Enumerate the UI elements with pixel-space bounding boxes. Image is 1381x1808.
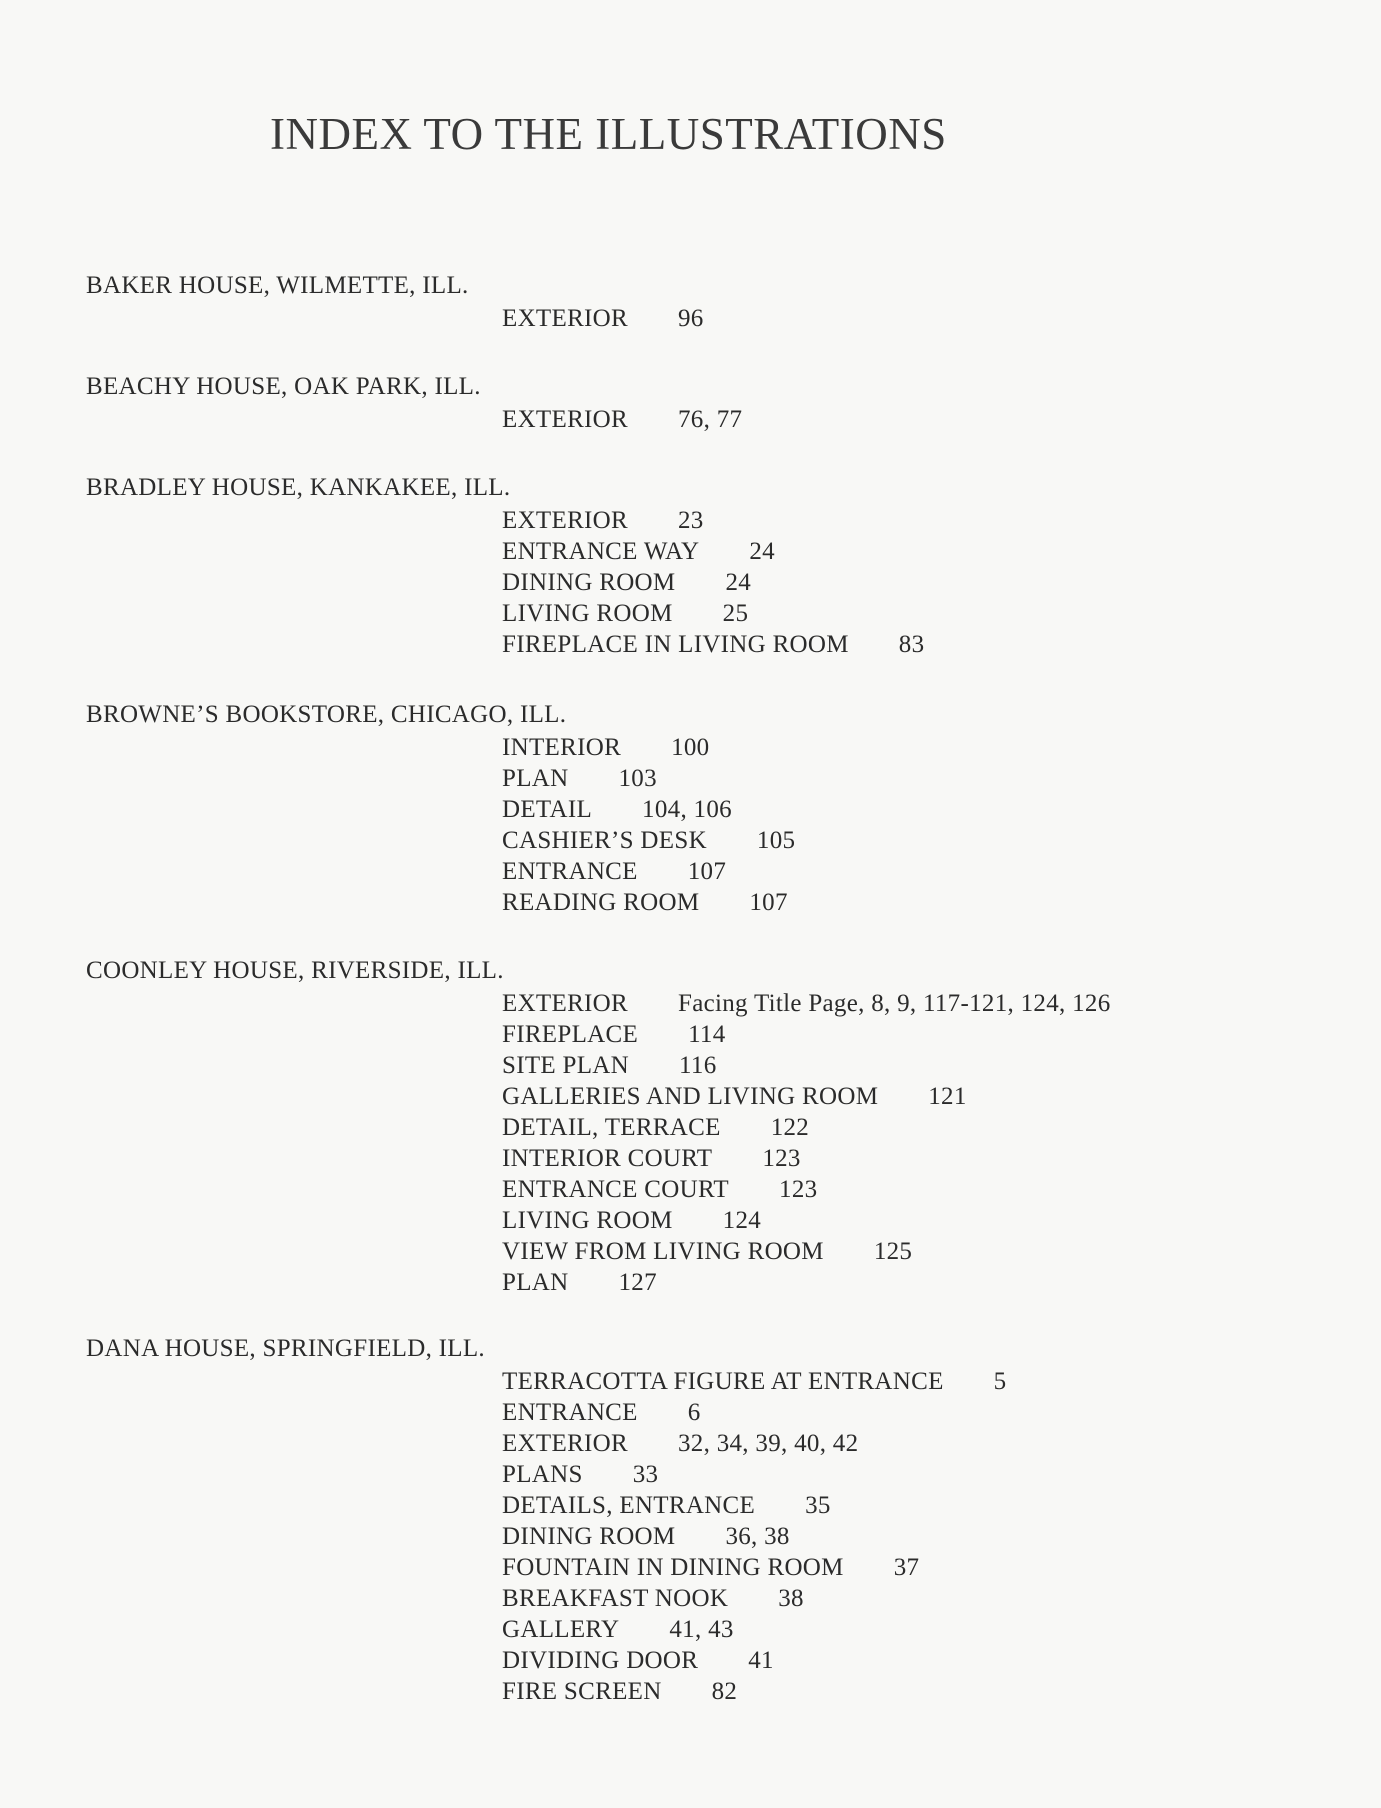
page-numbers: 107	[687, 858, 727, 885]
page-numbers: 24	[725, 569, 752, 596]
illustration-item	[502, 1583, 1362, 1614]
page-numbers: 37	[893, 1554, 920, 1581]
illustration-label: CASHIER’S DESK	[502, 827, 707, 854]
illustration-item	[502, 536, 1362, 567]
illustration-label: GALLERIES AND LIVING ROOM	[502, 1083, 879, 1110]
illustration-item	[502, 404, 1362, 435]
illustration-list	[502, 988, 1362, 1298]
place-heading: BAKER HOUSE, WILMETTE, ILL.	[86, 272, 469, 299]
illustration-item	[502, 887, 1362, 918]
illustration-label: DETAILS, ENTRANCE	[502, 1492, 756, 1519]
illustration-label: EXTERIOR	[502, 305, 628, 332]
place-heading: COONLEY HOUSE, RIVERSIDE, ILL.	[86, 957, 504, 984]
page-numbers: 107	[749, 889, 788, 916]
illustration-item	[502, 1552, 1362, 1583]
illustration-label: ENTRANCE	[502, 1399, 638, 1426]
illustration-label: DINING ROOM	[502, 569, 676, 596]
illustration-list	[502, 1366, 1362, 1707]
illustration-label: FIREPLACE IN LIVING ROOM	[502, 631, 849, 658]
illustration-label: FOUNTAIN IN DINING ROOM	[502, 1554, 844, 1581]
page-numbers: 38	[778, 1585, 804, 1612]
place-heading: BROWNE’S BOOKSTORE, CHICAGO, ILL.	[86, 701, 567, 728]
illustration-item	[502, 598, 1362, 629]
illustration-list	[502, 404, 1362, 435]
page-numbers: 116	[679, 1052, 717, 1079]
illustration-list	[502, 732, 1362, 918]
illustration-label: DETAIL, TERRACE	[502, 1114, 721, 1141]
page-numbers: 104, 106	[642, 796, 732, 823]
illustration-label: DIVIDING DOOR	[502, 1647, 699, 1674]
illustration-item	[502, 763, 1362, 794]
page-numbers: 100	[671, 734, 710, 761]
illustration-label: INTERIOR	[502, 734, 622, 761]
illustration-item	[502, 1174, 1362, 1205]
illustration-item	[502, 1081, 1362, 1112]
page-numbers: 127	[618, 1269, 657, 1296]
illustration-label: INTERIOR COURT	[502, 1145, 713, 1172]
page-numbers: 76, 77	[678, 406, 743, 433]
page-numbers: 83	[898, 631, 925, 658]
page-numbers: 96	[678, 305, 704, 332]
illustration-label: DINING ROOM	[502, 1523, 676, 1550]
illustration-label: BREAKFAST NOOK	[502, 1585, 729, 1612]
page-numbers: 25	[722, 600, 749, 627]
illustration-item	[502, 1112, 1362, 1143]
page-numbers: 6	[687, 1399, 701, 1426]
illustration-label: GALLERY	[502, 1616, 620, 1643]
illustration-item	[502, 856, 1362, 887]
page-numbers: 114	[688, 1021, 726, 1048]
illustration-label: ENTRANCE COURT	[502, 1176, 730, 1203]
page-numbers: 41, 43	[669, 1616, 734, 1643]
illustration-item	[502, 1521, 1362, 1552]
page-numbers: 33	[632, 1461, 659, 1488]
illustration-item	[502, 1366, 1362, 1397]
illustration-item	[502, 629, 1362, 660]
illustration-list	[502, 303, 1362, 334]
page-numbers: 41	[748, 1647, 774, 1674]
illustration-item	[502, 1143, 1362, 1174]
illustration-label: EXTERIOR	[502, 990, 628, 1017]
illustration-label: FIREPLACE	[502, 1021, 639, 1048]
page-numbers: 24	[749, 538, 775, 565]
illustration-label: EXTERIOR	[502, 1430, 628, 1457]
page-numbers: 122	[770, 1114, 810, 1141]
illustration-item	[502, 825, 1362, 856]
page-numbers: 82	[711, 1678, 738, 1705]
illustration-label: SITE PLAN	[502, 1052, 630, 1079]
page-numbers: 123	[779, 1176, 818, 1203]
illustration-label: ENTRANCE	[502, 858, 638, 885]
illustration-item	[502, 505, 1362, 536]
place-heading: BEACHY HOUSE, OAK PARK, ILL.	[86, 373, 481, 400]
illustration-label: EXTERIOR	[502, 406, 628, 433]
illustration-label: TERRACOTTA FIGURE AT ENTRANCE	[502, 1368, 944, 1395]
illustration-item	[502, 1050, 1362, 1081]
illustration-label: LIVING ROOM	[502, 600, 673, 627]
illustration-label: READING ROOM	[502, 889, 700, 916]
page-title: INDEX TO THE ILLUSTRATIONS	[270, 109, 947, 159]
illustration-label: FIRE SCREEN	[502, 1678, 662, 1705]
illustration-list	[502, 505, 1362, 660]
illustration-item	[502, 1019, 1362, 1050]
page-numbers: 23	[678, 507, 704, 534]
illustration-item	[502, 1236, 1362, 1267]
illustration-label: ENTRANCE WAY	[502, 538, 700, 565]
place-heading: DANA HOUSE, SPRINGFIELD, ILL.	[86, 1335, 485, 1362]
illustration-item	[502, 1397, 1362, 1428]
illustration-label: EXTERIOR	[502, 507, 628, 534]
illustration-item	[502, 567, 1362, 598]
page-numbers: 121	[928, 1083, 967, 1110]
page-numbers: 5	[993, 1368, 1007, 1395]
page-numbers: 123	[762, 1145, 801, 1172]
illustration-label: DETAIL	[502, 796, 593, 823]
illustration-label: LIVING ROOM	[502, 1207, 673, 1234]
page-numbers: 35	[805, 1492, 831, 1519]
place-heading: BRADLEY HOUSE, KANKAKEE, ILL.	[86, 474, 511, 501]
illustration-item	[502, 1267, 1362, 1298]
page-numbers: 103	[618, 765, 657, 792]
illustration-item	[502, 1676, 1362, 1707]
page-numbers: 105	[756, 827, 796, 854]
illustration-label: PLAN	[502, 765, 569, 792]
page-numbers: Facing Title Page, 8, 9, 117-121, 124, 126	[678, 990, 1111, 1017]
illustration-item	[502, 1490, 1362, 1521]
illustration-item	[502, 988, 1362, 1019]
illustration-label: VIEW FROM LIVING ROOM	[502, 1238, 824, 1265]
illustration-label: PLAN	[502, 1269, 569, 1296]
illustration-item	[502, 1459, 1362, 1490]
page-numbers: 36, 38	[725, 1523, 790, 1550]
illustration-item	[502, 303, 1362, 334]
illustration-item	[502, 1614, 1362, 1645]
page-numbers: 125	[873, 1238, 913, 1265]
illustration-item	[502, 732, 1362, 763]
illustration-item	[502, 1428, 1362, 1459]
illustration-item	[502, 794, 1362, 825]
illustration-label: PLANS	[502, 1461, 583, 1488]
illustration-item	[502, 1645, 1362, 1676]
illustration-item	[502, 1205, 1362, 1236]
page-numbers: 124	[722, 1207, 762, 1234]
page-numbers: 32, 34, 39, 40, 42	[678, 1430, 859, 1457]
